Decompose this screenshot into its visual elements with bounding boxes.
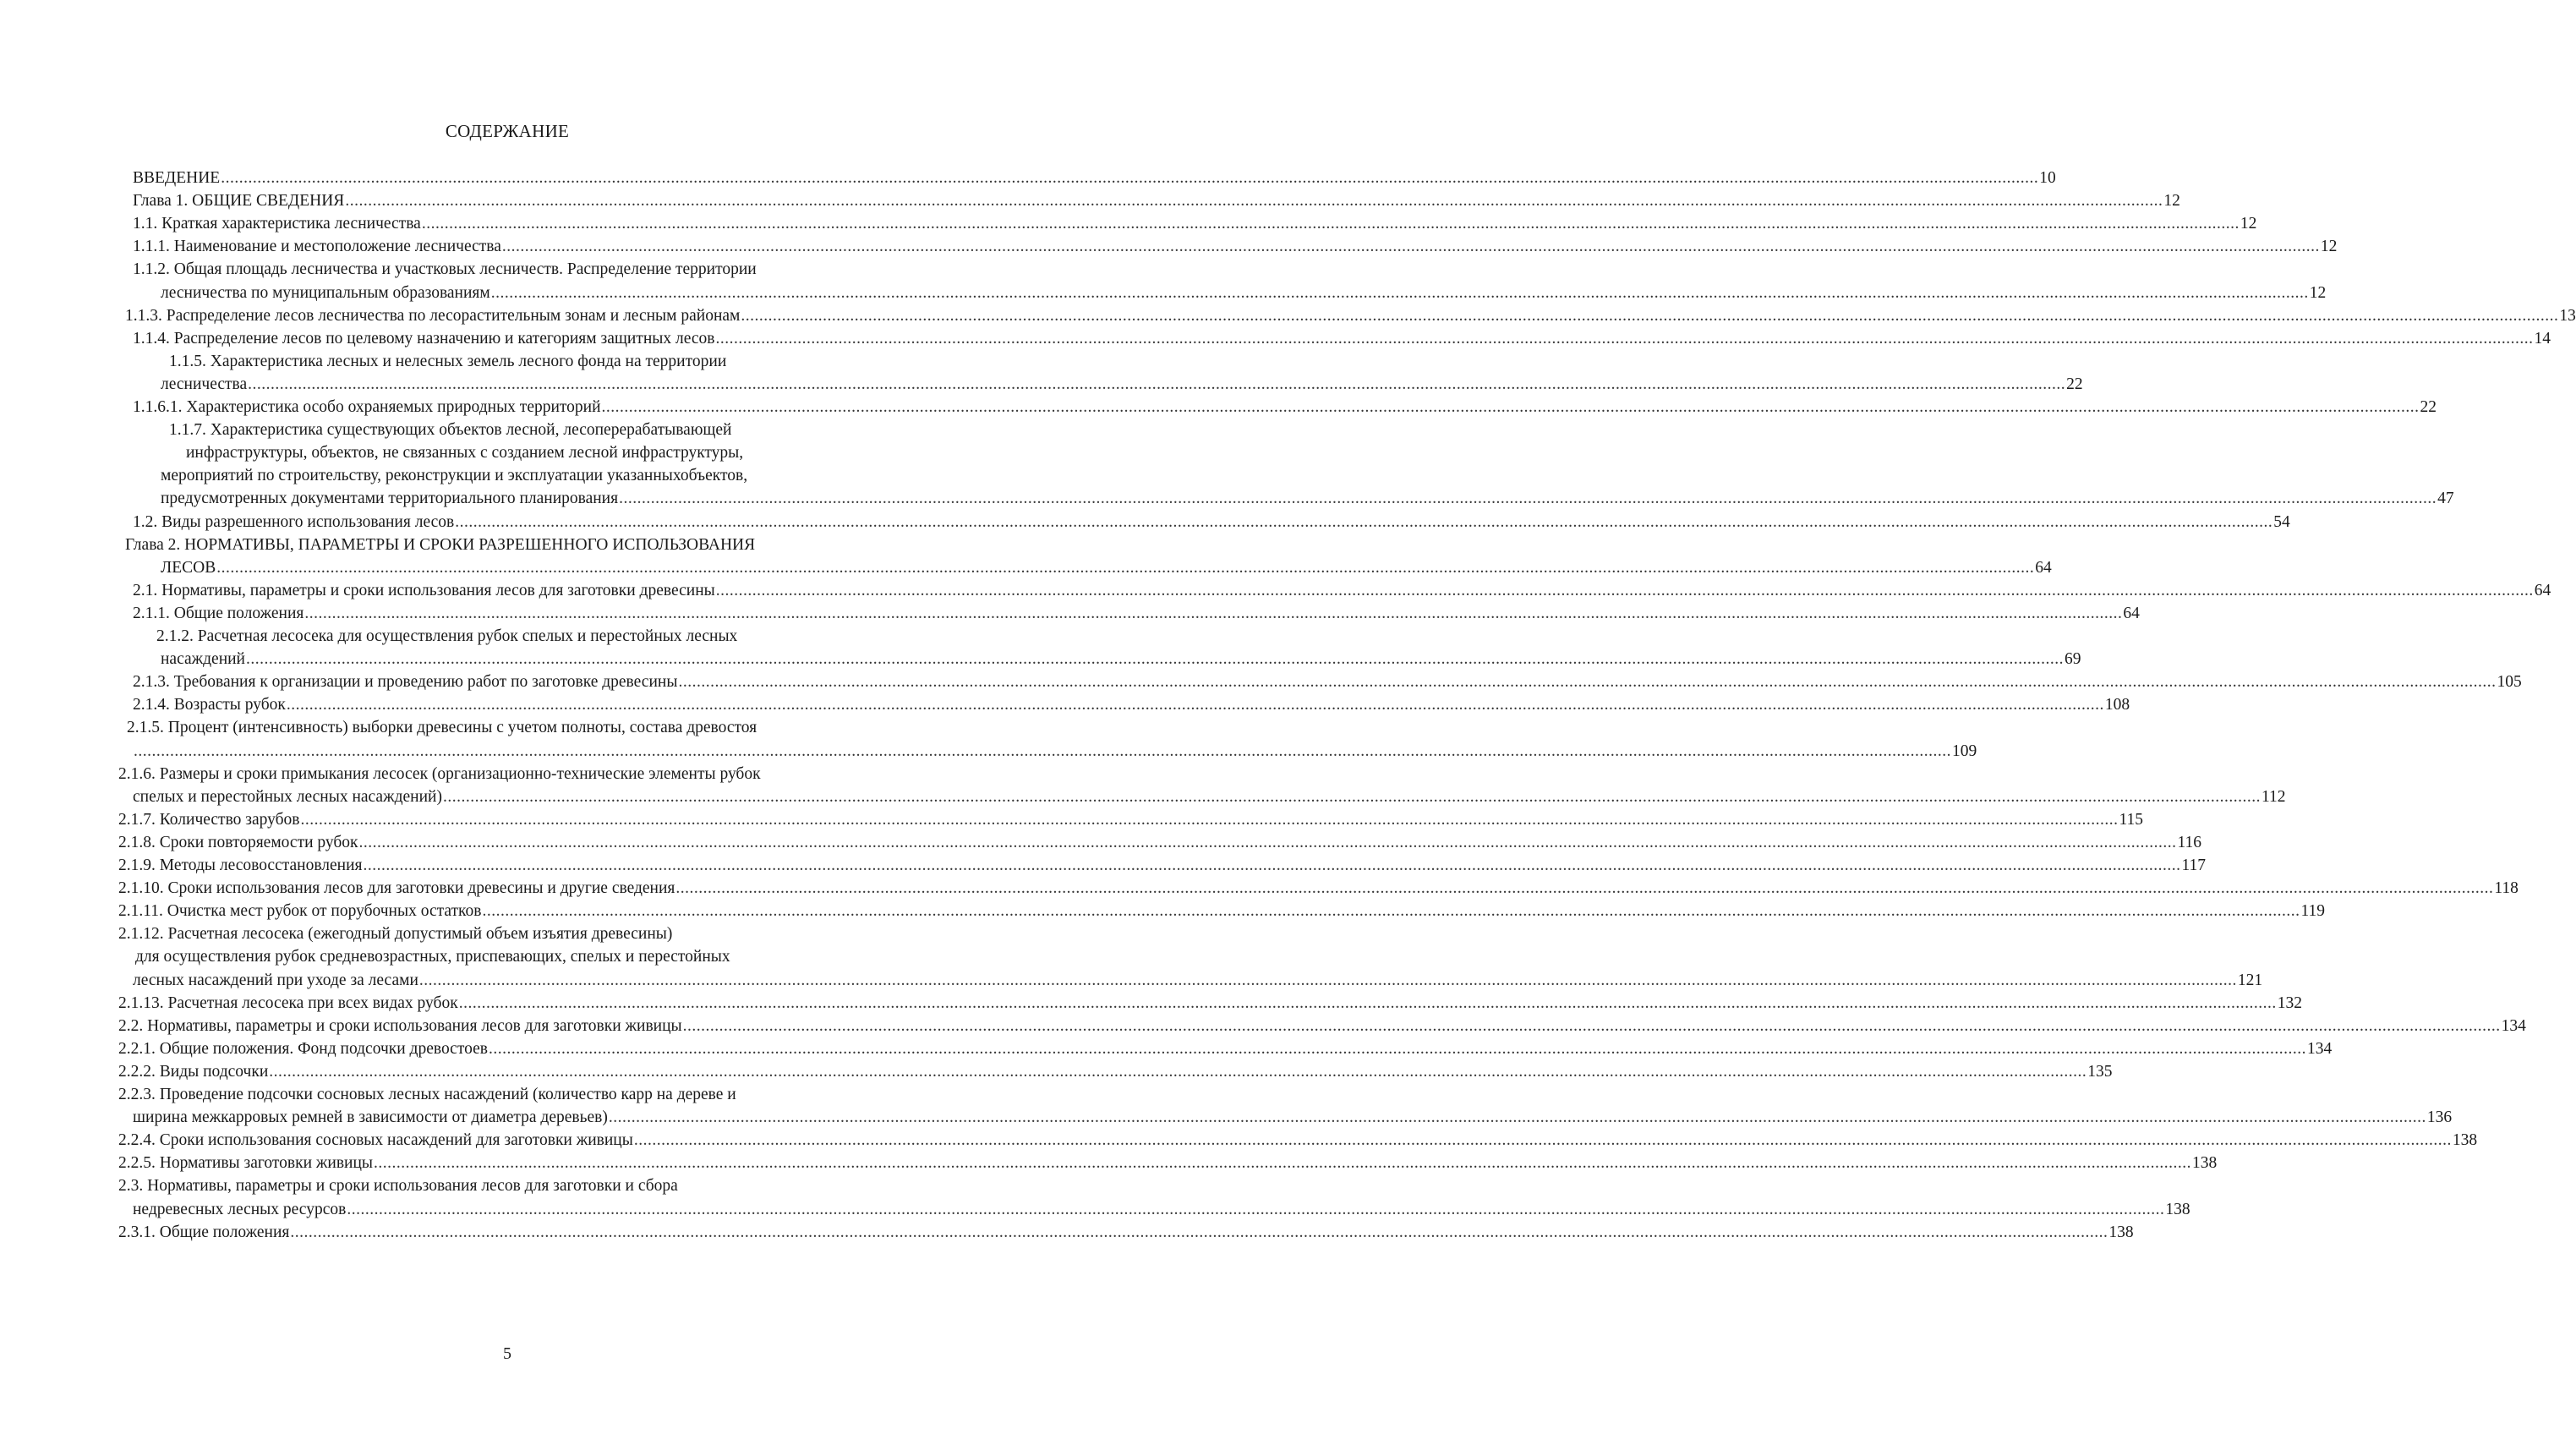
toc-entry <box>118 1130 2478 1152</box>
toc-entry-page: 138 <box>2165 1201 2190 1218</box>
toc-entry <box>133 190 2180 212</box>
toc-entry-page: 138 <box>2108 1223 2134 1241</box>
toc-entry <box>118 1084 875 1106</box>
toc-entry-text: лесничества <box>161 375 248 393</box>
toc-title: СОДЕРЖАНИЕ <box>445 121 570 141</box>
toc-leader-dots: ................................................................................................................................................................................................................................................................................................................................................................................................................ <box>300 811 2119 829</box>
toc-entry-text: недревесных лесных ресурсов <box>133 1201 347 1218</box>
toc-entry-page: 12 <box>2320 238 2338 255</box>
toc-entry <box>133 1107 2453 1129</box>
toc-entry-text: лесничества по муниципальным образованиям <box>161 284 490 302</box>
toc-entry-text: 1.2. Виды разрешенного использования лесов <box>133 513 455 531</box>
toc-leader-dots: ................................................................................................................................................................................................................................................................................................................................................................................................................ <box>442 788 2261 806</box>
toc-leader-dots: ................................................................................................................................................................................................................................................................................................................................................................................................................ <box>134 742 1951 760</box>
toc-entry-page: 134 <box>2501 1017 2526 1035</box>
toc-leader-dots: ................................................................................................................................................................................................................................................................................................................................................................................................................ <box>269 1063 2087 1081</box>
toc-leader-dots: ................................................................................................................................................................................................................................................................................................................................................................................................................ <box>619 490 2437 507</box>
toc-entry-text: инфраструктуры, объектов, не связанных с созданием лесной инфраструктуры, <box>186 444 744 462</box>
toc-entry-page: 135 <box>2087 1063 2113 1081</box>
toc-leader-dots: ................................................................................................................................................................................................................................................................................................................................................................................................................ <box>347 1201 2165 1218</box>
toc-entry-text: 2.1.3. Требования к организации и проведению работ по заготовке древесины <box>133 673 678 691</box>
toc-entry <box>133 397 2437 419</box>
toc-entry-text: 1.1. Краткая характеристика лесничества <box>133 215 421 233</box>
toc-entry <box>133 213 2257 235</box>
toc-entry <box>161 649 2081 670</box>
toc-entry <box>118 993 2302 1015</box>
toc-entry <box>133 580 2551 602</box>
toc-entry <box>118 878 2519 900</box>
toc-entry-page: 64 <box>2123 605 2140 622</box>
toc-entry <box>118 1175 875 1197</box>
toc-leader-dots: ................................................................................................................................................................................................................................................................................................................................................................................................................ <box>490 284 2309 302</box>
toc-leader-dots: ................................................................................................................................................................................................................................................................................................................................................................................................................ <box>488 1040 2306 1058</box>
toc-leader-dots: ................................................................................................................................................................................................................................................................................................................................................................................................................ <box>374 1154 2191 1172</box>
toc-entry-text: предусмотренных документами территориального планирования <box>161 490 619 507</box>
toc-leader-dots: ................................................................................................................................................................................................................................................................................................................................................................................................................ <box>246 650 2064 668</box>
toc-entry <box>161 465 888 487</box>
toc-entry <box>118 923 875 945</box>
toc-leader-dots: ................................................................................................................................................................................................................................................................................................................................................................................................................ <box>633 1131 2452 1149</box>
toc-entry-text: 2.2.1. Общие положения. Фонд подсочки древостоев <box>118 1040 488 1058</box>
toc-entry <box>118 1152 2218 1174</box>
toc-entry-text: 2.2.3. Проведение подсочки сосновых лесных насаждений (количество карр на дереве и <box>118 1086 736 1103</box>
toc-entry-page: 109 <box>1952 742 1977 760</box>
toc-entry-page: 22 <box>2420 398 2437 416</box>
toc-entry <box>133 512 2290 534</box>
toc-entry <box>125 305 2576 327</box>
toc-entry <box>161 282 2327 304</box>
toc-entry <box>161 374 2083 396</box>
toc-entry-text: 2.1.13. Расчетная лесосека при всех видах рубок <box>118 994 458 1012</box>
toc-entry-text: Глава 1. ОБЩИЕ СВЕДЕНИЯ <box>133 192 345 210</box>
toc-entry <box>118 1038 2333 1060</box>
toc-entry-text: 2.1.6. Размеры и сроки примыкания лесосек (организационно-технические элементы рубок <box>118 765 761 783</box>
toc-entry-page: 116 <box>2177 834 2202 851</box>
toc-entry <box>133 786 2286 808</box>
toc-entry-text: 2.1.1. Общие положения <box>133 605 304 622</box>
toc-entry-text: 2.1.10. Сроки использования лесов для заготовки древесины и другие сведения <box>118 879 675 897</box>
toc-entry-page: 118 <box>2494 879 2519 897</box>
toc-entry-text: 2.1.5. Процент (интенсивность) выборки древесины с учетом полноты, состава древостоя <box>127 719 757 736</box>
toc-entry-text: 2.2.5. Нормативы заготовки живицы <box>118 1154 373 1172</box>
toc-leader-dots: ................................................................................................................................................................................................................................................................................................................................................................................................................ <box>418 972 2237 989</box>
toc-entry <box>186 442 888 464</box>
toc-entry <box>133 236 2338 258</box>
toc-entry-page: 115 <box>2119 811 2144 829</box>
page-number: 5 <box>503 1344 511 1363</box>
toc-entry <box>118 764 917 785</box>
toc-entry-text: 2.2.4. Сроки использования сосновых насаждений для заготовки живицы <box>118 1131 633 1149</box>
toc-entry-text: насаждений <box>161 650 245 668</box>
toc-leader-dots: ................................................................................................................................................................................................................................................................................................................................................................................................................ <box>501 238 2320 255</box>
toc-entry-page: 134 <box>2306 1040 2333 1058</box>
toc-entry-text: мероприятий по строительству, реконструкции и эксплуатации указанныхобъектов, <box>161 467 748 484</box>
toc-entry-page: 105 <box>2497 673 2522 691</box>
toc-entry <box>125 534 917 556</box>
toc-leader-dots: ................................................................................................................................................................................................................................................................................................................................................................................................................ <box>345 192 2163 210</box>
toc-entry-page: 121 <box>2237 972 2263 989</box>
toc-leader-dots: ................................................................................................................................................................................................................................................................................................................................................................................................................ <box>358 834 2177 851</box>
toc-entry <box>133 1199 2190 1221</box>
toc-entry-text: 1.1.2. Общая площадь лесничества и участковых лесничеств. Распределение территории <box>133 260 757 278</box>
toc-leader-dots: ................................................................................................................................................................................................................................................................................................................................................................................................................ <box>290 1223 2108 1241</box>
toc-entry-text: 2.1.4. Возрасты рубок <box>133 696 286 714</box>
toc-entry-text: 2.1.7. Количество зарубов <box>118 811 300 829</box>
toc-entry-text: 2.1.8. Сроки повторяемости рубок <box>118 834 358 851</box>
toc-entry-text: 2.2.2. Виды подсочки <box>118 1063 269 1081</box>
toc-entry-text: 2.1.9. Методы лесовосстановления <box>118 857 363 874</box>
toc-entry-page: 12 <box>2163 192 2180 210</box>
toc-entry <box>161 557 2052 579</box>
toc-entry <box>133 167 2056 189</box>
toc-entry <box>133 741 1977 763</box>
toc-entry-page: 138 <box>2192 1154 2218 1172</box>
toc-entry-page: 119 <box>2300 902 2326 920</box>
toc-entry-page: 138 <box>2452 1131 2478 1149</box>
toc-leader-dots: ................................................................................................................................................................................................................................................................................................................................................................................................................ <box>608 1108 2426 1126</box>
toc-entry-text: 2.1.2. Расчетная лесосека для осуществления рубок спелых и перестойных лесных <box>156 627 738 645</box>
toc-leader-dots: ................................................................................................................................................................................................................................................................................................................................................................................................................ <box>304 605 2123 622</box>
toc-entry <box>133 694 2130 716</box>
toc-entry-page: 22 <box>2066 375 2083 393</box>
toc-entry <box>133 328 2551 350</box>
toc-entry <box>135 946 875 968</box>
toc-entry <box>169 351 888 373</box>
toc-entry-page: 10 <box>2039 169 2056 187</box>
toc-entry-page: 64 <box>2035 559 2052 577</box>
toc-entry-text: для осуществления рубок средневозрастных, приспевающих, спелых и перестойных <box>135 948 730 966</box>
toc-entry-text: 2.3.1. Общие положения <box>118 1223 290 1241</box>
toc-entry-page: 12 <box>2309 284 2327 302</box>
toc-entry-text: 2.1.11. Очистка мест рубок от порубочных остатков <box>118 902 482 920</box>
toc-entry-page: 108 <box>2104 696 2130 714</box>
toc-leader-dots: ................................................................................................................................................................................................................................................................................................................................................................................................................ <box>221 169 2039 187</box>
toc-leader-dots: ................................................................................................................................................................................................................................................................................................................................................................................................................ <box>715 330 2534 348</box>
toc-entry <box>118 900 2326 922</box>
toc-leader-dots: ................................................................................................................................................................................................................................................................................................................................................................................................................ <box>286 696 2104 714</box>
toc-entry-text: 1.1.3. Распределение лесов лесничества по лесорастительным зонам и лесным районам <box>125 307 741 325</box>
toc-entry <box>118 809 2144 831</box>
toc-entry-text: ширина межкарровых ремней в зависимости от диаметра деревьев) <box>133 1108 608 1126</box>
toc-entry-page: 47 <box>2437 490 2454 507</box>
toc-entry-text: 2.1. Нормативы, параметры и сроки использования лесов для заготовки древесины <box>133 582 715 599</box>
toc-entry-page: 14 <box>2534 330 2551 348</box>
toc-leader-dots: ................................................................................................................................................................................................................................................................................................................................................................................................................ <box>421 215 2240 233</box>
toc-leader-dots: ................................................................................................................................................................................................................................................................................................................................................................................................................ <box>741 307 2559 325</box>
toc-leader-dots: ................................................................................................................................................................................................................................................................................................................................................................................................................ <box>455 513 2273 531</box>
toc-entry-text: лесных насаждений при уходе за лесами <box>133 972 418 989</box>
toc-leader-dots: ................................................................................................................................................................................................................................................................................................................................................................................................................ <box>715 582 2534 599</box>
toc-entry <box>133 259 913 281</box>
toc-entry-text: спелых и перестойных лесных насаждений) <box>133 788 442 806</box>
toc-entry-page: 136 <box>2426 1108 2453 1126</box>
toc-entry-text: ЛЕСОВ <box>161 559 216 577</box>
toc-entry-page: 69 <box>2065 650 2081 668</box>
toc-entry <box>118 855 2207 877</box>
toc-entry-page: 54 <box>2273 513 2290 531</box>
toc-entry <box>133 671 2522 693</box>
toc-entry <box>118 1061 2113 1083</box>
toc-leader-dots: ................................................................................................................................................................................................................................................................................................................................................................................................................ <box>216 559 2035 577</box>
toc-entry <box>161 488 2454 510</box>
toc-entry-page: 112 <box>2261 788 2286 806</box>
toc-leader-dots: ................................................................................................................................................................................................................................................................................................................................................................................................................ <box>248 375 2066 393</box>
toc-entry-page: 64 <box>2534 582 2551 599</box>
toc-entry <box>169 419 888 441</box>
toc-entry-text: 1.1.1. Наименование и местоположение лесничества <box>133 238 501 255</box>
toc-entry-text: 1.1.5. Характеристика лесных и нелесных земель лесного фонда на территории <box>169 353 727 370</box>
toc-entry-page: 13 <box>2559 307 2576 325</box>
toc-entry <box>156 626 888 648</box>
toc-entry <box>133 603 2140 625</box>
toc-entry-text: 1.1.6.1. Характеристика особо охраняемых природных территорий <box>133 398 601 416</box>
toc-entry-page: 12 <box>2240 215 2257 233</box>
toc-entry-text: 2.3. Нормативы, параметры и сроки использования лесов для заготовки и сбора <box>118 1177 678 1195</box>
toc-leader-dots: ................................................................................................................................................................................................................................................................................................................................................................................................................ <box>482 902 2300 920</box>
toc-entry-text: 2.1.12. Расчетная лесосека (ежегодный допустимый объем изъятия древесины) <box>118 925 673 943</box>
toc-entry <box>118 1222 2134 1244</box>
toc-entry-text: Глава 2. НОРМАТИВЫ, ПАРАМЕТРЫ И СРОКИ РАЗРЕШЕННОГО ИСПОЛЬЗОВАНИЯ <box>125 536 756 554</box>
toc-entry-page: 132 <box>2277 994 2302 1012</box>
toc-leader-dots: ................................................................................................................................................................................................................................................................................................................................................................................................................ <box>363 857 2181 874</box>
toc-leader-dots: ................................................................................................................................................................................................................................................................................................................................................................................................................ <box>601 398 2420 416</box>
toc-leader-dots: ................................................................................................................................................................................................................................................................................................................................................................................................................ <box>458 994 2277 1012</box>
toc-entry-text: 1.1.4. Распределение лесов по целевому назначению и категориям защитных лесов <box>133 330 715 348</box>
toc-entry-text: 2.2. Нормативы, параметры и сроки использования лесов для заготовки живицы <box>118 1017 682 1035</box>
toc-entry <box>118 832 2202 854</box>
toc-entry <box>133 970 2263 992</box>
toc-leader-dots: ................................................................................................................................................................................................................................................................................................................................................................................................................ <box>675 879 2494 897</box>
toc-entry-text: 1.1.7. Характеристика существующих объектов лесной, лесоперерабатывающей <box>169 421 732 439</box>
toc-entry-text: ВВЕДЕНИЕ <box>133 169 221 187</box>
toc-leader-dots: ................................................................................................................................................................................................................................................................................................................................................................................................................ <box>678 673 2497 691</box>
toc-entry <box>127 717 915 739</box>
toc-leader-dots: ................................................................................................................................................................................................................................................................................................................................................................................................................ <box>682 1017 2501 1035</box>
toc-entry-page: 117 <box>2181 857 2207 874</box>
toc-entry <box>118 1015 2526 1037</box>
